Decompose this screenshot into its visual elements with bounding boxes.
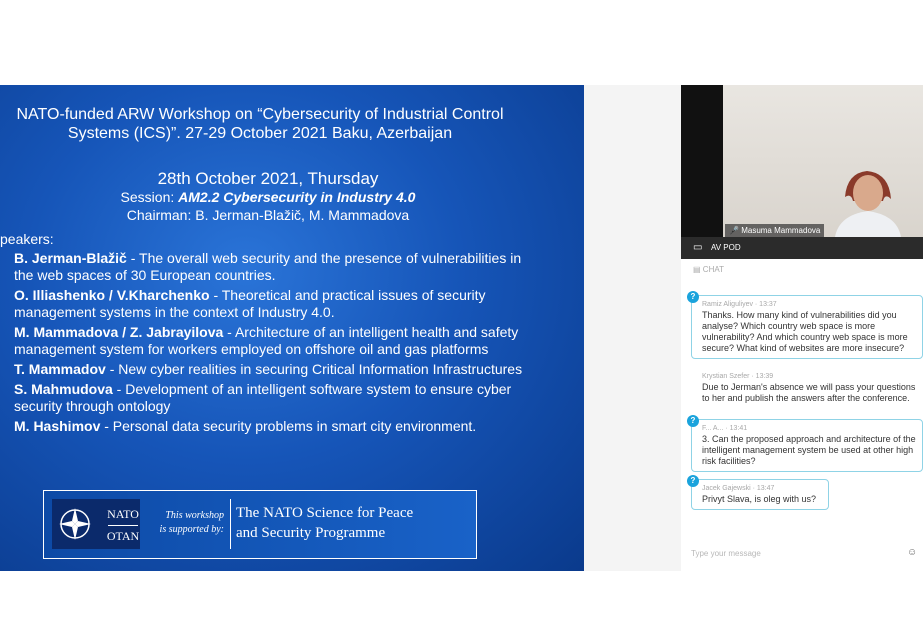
side-panel <box>681 85 923 571</box>
emoji-icon[interactable]: ☺ <box>907 547 918 558</box>
stage-background <box>584 85 681 571</box>
nato-sps-banner <box>43 490 477 559</box>
chat-message: ? Jacek Gajewski · 13:47 Privyt Slava, is oleg with us? <box>691 479 829 510</box>
chat-message: Krystian Szefer · 13:39 Due to Jerman's absence we will pass your questions to her and publish the answers after the conference. <box>691 367 923 409</box>
otan-label: OTAN <box>106 529 140 543</box>
speaker-item: B. Jerman-Blažič - The overall web security and the presence of vulnerabilities in the web spaces of 30 European countries. <box>14 250 522 283</box>
camera-icon: ▭ <box>693 242 703 253</box>
chat-input[interactable]: Type your message <box>691 549 761 558</box>
banner-divider <box>230 499 231 549</box>
av-pod-label: AV POD <box>711 243 741 252</box>
programme-name: The NATO Science for Peace and Security Programme <box>236 505 414 541</box>
supported-by-text: This workshop is supported by: <box>159 510 224 535</box>
camera-feed <box>723 85 923 237</box>
speaker-item: O. Illiashenko / V.Kharchenko - Theoretical and practical issues of security management systems in the context of Industry 4.0. <box>14 287 486 320</box>
av-pod-bar[interactable] <box>681 237 923 259</box>
slide-date: 28th October 2021, Thursday <box>157 169 379 188</box>
chat-message: ? Ramiz Aliguliyev · 13:37 Thanks. How many kind of vulnerabilities did you analyse? Which country web space is more vulnerability? And which country web space is more secure? What kind of websites are more insecure? <box>691 295 923 359</box>
microphone-icon: 🎤 <box>729 226 739 235</box>
chat-header: ▤ CHAT <box>693 265 724 274</box>
speaker-item: M. Hashimov - Personal data security problems in smart city environment. <box>14 418 477 434</box>
session-name: AM2.2 Cybersecurity in Industry 4.0 <box>178 189 416 205</box>
speakers-heading: peakers: <box>0 231 54 247</box>
question-icon: ? <box>687 475 699 487</box>
nato-compass-icon <box>52 499 98 549</box>
participant-name-label: 🎤 Masuma Mammadova <box>725 224 824 238</box>
nato-label: NATO <box>107 507 139 521</box>
chat-message: ? F... A... · 13:41 3. Can the proposed approach and architecture of the intelligent management system be used at other high risk facilities? <box>691 419 923 472</box>
nato-logo <box>52 499 140 549</box>
chat-icon: ▤ <box>693 265 701 274</box>
question-icon: ? <box>687 291 699 303</box>
participant-avatar-icon <box>833 153 903 237</box>
presentation-slide <box>0 85 584 571</box>
slide-session: Session: AM2.2 Cybersecurity in Industry 4.0 <box>120 189 416 205</box>
speakers-list <box>14 250 534 438</box>
video-tile[interactable] <box>681 85 923 237</box>
question-icon: ? <box>687 415 699 427</box>
speaker-item: S. Mahmudova - Development of an intelligent software system to ensure cyber security through ontology <box>14 381 512 414</box>
slide-chairman: Chairman: B. Jerman-Blažič, M. Mammadova <box>126 207 410 223</box>
speaker-item: T. Mammadov - New cyber realities in securing Critical Information Infrastructures <box>14 361 523 377</box>
speaker-item: M. Mammadova / Z. Jabrayilova - Architecture of an intelligent health and safety management system for workers employed on offshore oil and gas platforms <box>14 324 519 357</box>
slide-title: NATO-funded ARW Workshop on “Cybersecurity of Industrial Control Systems (ICS)”. 27-29 October 2021 Baku, Azerbaijan <box>16 106 504 142</box>
